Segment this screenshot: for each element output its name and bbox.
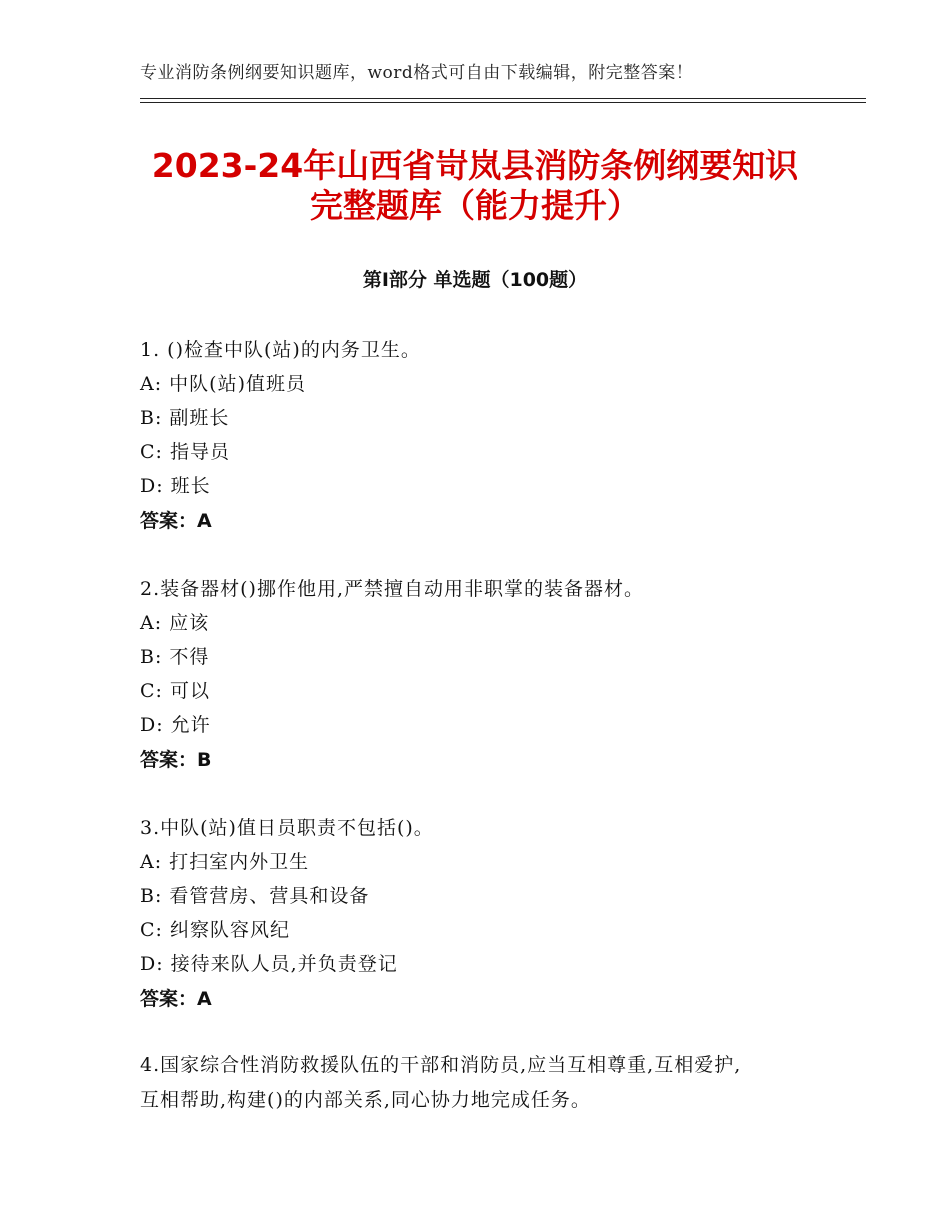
question-2-option-b: B: 不得 [140, 646, 210, 668]
question-4-stem-line2: 互相帮助,构建()的内部关系,同心协力地完成任务。 [140, 1089, 591, 1111]
page-title-line1: 2023-24年山西省岢岚县消防条例纲要知识 [151, 146, 799, 185]
header-divider-top [140, 98, 866, 99]
question-3-option-c: C: 纠察队容风纪 [140, 919, 290, 941]
question-1-option-d: D: 班长 [140, 475, 211, 497]
question-2-option-d: D: 允许 [140, 714, 211, 736]
question-1-option-c: C: 指导员 [140, 441, 230, 463]
question-3-option-a: A: 打扫室内外卫生 [140, 851, 310, 873]
page-title-line2: 完整题库（能力提升） [310, 186, 640, 225]
question-1-option-b: B: 副班长 [140, 407, 230, 429]
question-2-option-c: C: 可以 [140, 680, 210, 702]
question-4-stem-line1: 4.国家综合性消防救援队伍的干部和消防员,应当互相尊重,互相爱护, [140, 1054, 742, 1076]
section-heading: 第Ⅰ部分 单选题（100题） [362, 269, 588, 291]
question-3-option-d: D: 接待来队人员,并负责登记 [140, 953, 398, 975]
question-2-answer: 答案：B [140, 749, 212, 771]
question-1-option-a: A: 中队(站)值班员 [140, 373, 306, 395]
question-3-stem: 3.中队(站)值日员职责不包括()。 [140, 817, 434, 839]
header-divider-bottom [140, 102, 866, 103]
question-1-answer: 答案：A [140, 510, 212, 532]
question-3-answer: 答案：A [140, 988, 212, 1010]
question-3-option-b: B: 看管营房、营具和设备 [140, 885, 370, 907]
question-2-stem: 2.装备器材()挪作他用,严禁擅自动用非职掌的装备器材。 [140, 578, 644, 600]
header-note: 专业消防条例纲要知识题库，word格式可自由下载编辑，附完整答案！ [140, 63, 694, 83]
question-1-stem: 1. ()检查中队(站)的内务卫生。 [140, 339, 421, 361]
question-2-option-a: A: 应该 [140, 612, 210, 634]
